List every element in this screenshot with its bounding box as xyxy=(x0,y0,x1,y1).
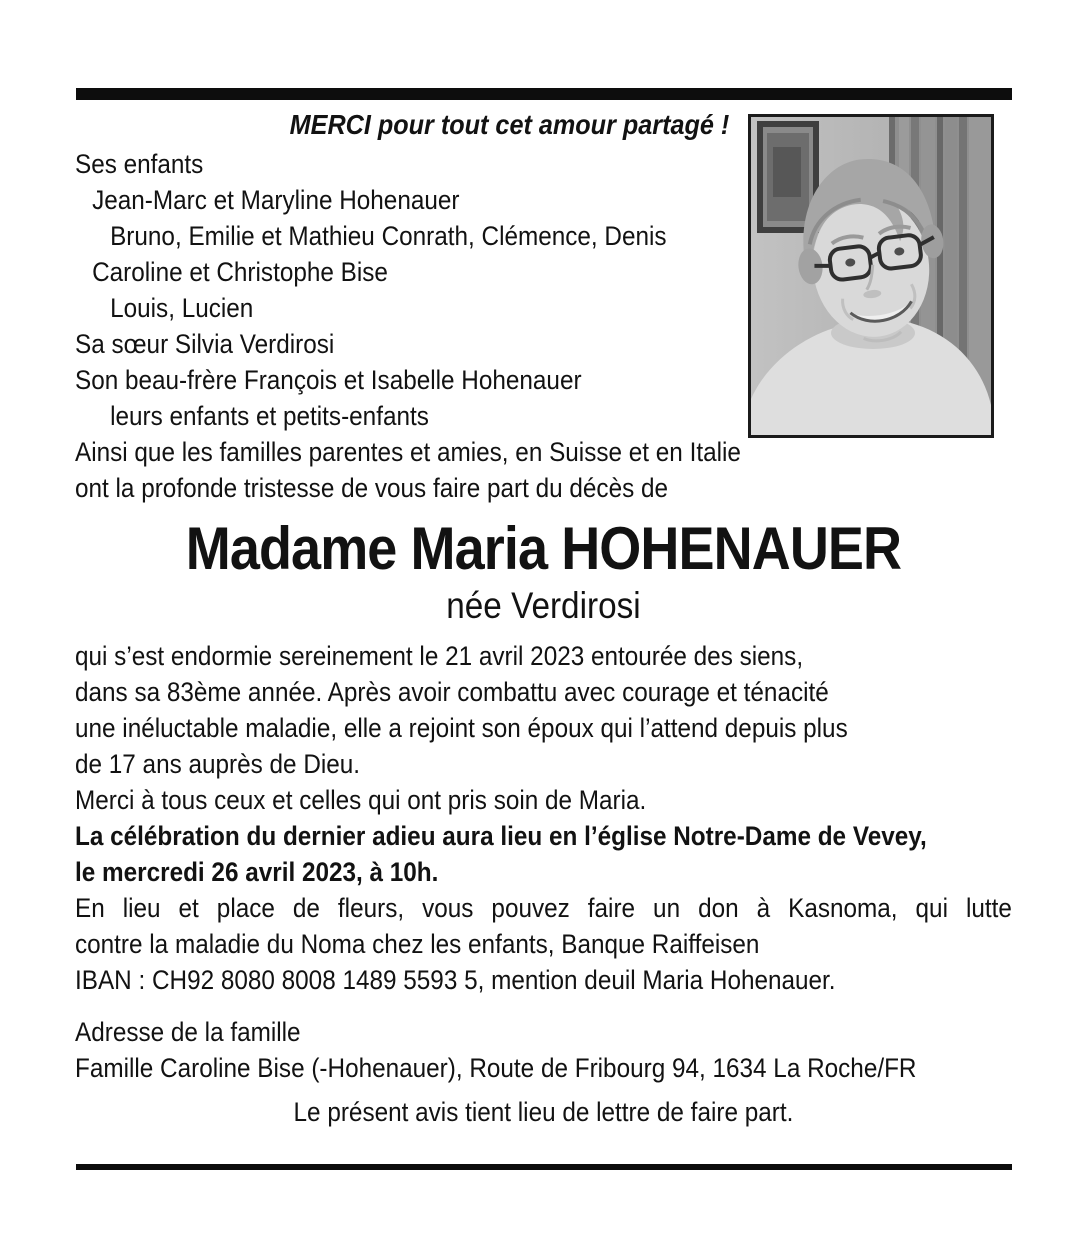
family-line: Bruno, Emilie et Mathieu Conrath, Clémence, Denis xyxy=(110,221,667,251)
ceremony-line: le mercredi 26 avril 2023, à 10h. xyxy=(75,857,439,887)
donation-line: En lieu et place de fleurs, vous pouvez faire un don à Kasnoma, qui lutte xyxy=(75,893,1012,923)
notice-content xyxy=(75,106,1012,1130)
family-line: Sa sœur Silvia Verdirosi xyxy=(75,329,335,359)
intro-line: ont la profonde tristesse de vous faire part du décès de xyxy=(75,473,669,503)
obituary-line: qui s’est endormie sereinement le 21 avril 2023 entourée des siens, xyxy=(75,641,804,671)
thanks-line: MERCI pour tout cet amour partagé ! xyxy=(289,109,730,140)
closing-line: Le présent avis tient lieu de lettre de faire part. xyxy=(293,1097,794,1127)
family-line: Ses enfants xyxy=(75,149,204,179)
deceased-name: Madame Maria HOHENAUER xyxy=(185,515,902,582)
obituary-line: une inéluctable maladie, elle a rejoint son époux qui l’attend depuis plus xyxy=(75,713,848,743)
family-line: Son beau-frère François et Isabelle Hohenauer xyxy=(75,365,582,395)
donation-line: contre la maladie du Noma chez les enfants, Banque Raiffeisen xyxy=(75,929,760,959)
ceremony-line: La célébration du dernier adieu aura lieu en l’église Notre-Dame de Vevey, xyxy=(75,821,927,851)
bottom-rule xyxy=(76,1164,1012,1170)
family-line: leurs enfants et petits-enfants xyxy=(110,401,429,431)
family-list xyxy=(75,146,735,434)
obituary-line: dans sa 83ème année. Après avoir combattu avec courage et ténacité xyxy=(75,677,829,707)
top-rule xyxy=(76,88,1012,100)
iban-line: IBAN : CH92 8080 8008 1489 5593 5, mention deuil Maria Hohenauer. xyxy=(75,965,836,995)
address-heading: Adresse de la famille xyxy=(75,1017,301,1047)
family-line: Caroline et Christophe Bise xyxy=(92,257,388,287)
care-thanks-line: Merci à tous ceux et celles qui ont pris soin de Maria. xyxy=(75,785,647,815)
obituary-line: de 17 ans auprès de Dieu. xyxy=(75,749,361,779)
intro-line: Ainsi que les familles parentes et amies, en Suisse et en Italie xyxy=(75,437,741,467)
family-line: Jean-Marc et Maryline Hohenauer xyxy=(92,185,460,215)
family-line: Louis, Lucien xyxy=(110,293,254,323)
address-line: Famille Caroline Bise (-Hohenauer), Route de Fribourg 94, 1634 La Roche/FR xyxy=(75,1053,917,1083)
maiden-name: née Verdirosi xyxy=(446,585,641,626)
